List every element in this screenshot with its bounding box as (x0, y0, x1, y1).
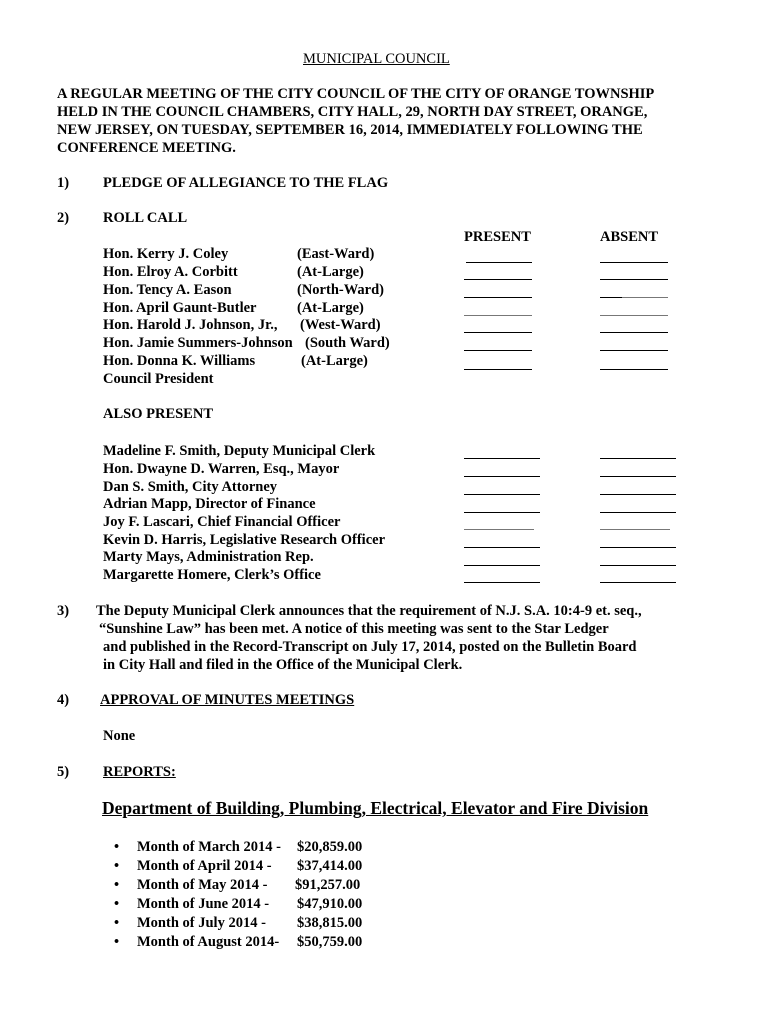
sunshine-text: “Sunshine Law” has been met. A notice of this meeting was sent to the Star Ledger (99, 621, 609, 637)
present-blank (466, 262, 532, 263)
absent-blank (600, 547, 676, 548)
department-title: Department of Building, Plumbing, Electrical, Elevator and Fire Division (102, 798, 649, 818)
present-blank (464, 512, 540, 513)
sunshine-text: and published in the Record-Transcript on July 17, 2014, posted on the Bulletin Board (103, 639, 637, 655)
absent-blank (622, 297, 668, 298)
present-blank (464, 332, 532, 333)
council-president-label: Council President (103, 371, 214, 387)
member-name: Hon. Tency A. Eason (103, 282, 232, 298)
member-ward: (At-Large) (297, 264, 364, 280)
absent-blank (600, 369, 668, 370)
official-name: Margarette Homere, Clerk’s Office (103, 567, 321, 583)
member-ward: (South Ward) (305, 335, 390, 351)
document-title: MUNICIPAL COUNCIL (303, 51, 450, 67)
present-blank (464, 350, 532, 351)
sunshine-text: The Deputy Municipal Clerk announces that the requirement of N.J. S.A. 10:4-9 et. seq., (96, 603, 642, 619)
bullet: • (114, 934, 120, 950)
official-name: Madeline F. Smith, Deputy Municipal Clerk (103, 443, 376, 459)
member-name: Hon. April Gaunt-Butler (103, 300, 257, 316)
official-name: Kevin D. Harris, Legislative Research Officer (103, 532, 386, 548)
bullet: • (114, 858, 120, 874)
present-blank (464, 547, 540, 548)
present-blank (464, 529, 534, 530)
report-amount: $37,414.00 (297, 858, 363, 874)
member-name: Hon. Jamie Summers-Johnson (103, 335, 293, 351)
absent-blank (600, 458, 676, 459)
report-month: Month of June 2014 - (137, 896, 270, 912)
present-blank (464, 369, 532, 370)
official-name: Hon. Dwayne D. Warren, Esq., Mayor (103, 461, 340, 477)
report-month: Month of April 2014 - (137, 858, 272, 874)
official-name: Dan S. Smith, City Attorney (103, 479, 278, 495)
absent-blank (600, 565, 676, 566)
intro-line: CONFERENCE MEETING. (57, 140, 236, 156)
report-amount: $47,910.00 (297, 896, 363, 912)
item-number: 1) (57, 175, 70, 191)
pledge-label: PLEDGE OF ALLEGIANCE TO THE FLAG (103, 175, 389, 191)
report-month: Month of July 2014 - (137, 915, 266, 931)
absent-blank (600, 279, 668, 280)
member-name: Hon. Elroy A. Corbitt (103, 264, 238, 280)
absent-blank (600, 512, 676, 513)
also-present-label: ALSO PRESENT (103, 406, 213, 422)
sunshine-text: in City Hall and filed in the Office of the Municipal Clerk. (103, 657, 463, 673)
minutes-value: None (103, 728, 136, 744)
bullet: • (114, 877, 120, 893)
present-blank (464, 476, 540, 477)
official-name: Marty Mays, Administration Rep. (103, 549, 314, 565)
roll-call-label: ROLL CALL (103, 210, 188, 226)
bullet: • (114, 896, 120, 912)
item-number: 5) (57, 764, 70, 780)
reports-label: REPORTS: (103, 764, 176, 780)
minutes-label: APPROVAL OF MINUTES MEETINGS (100, 692, 355, 708)
present-blank (464, 565, 540, 566)
report-amount: $20,859.00 (297, 839, 363, 855)
report-amount: $50,759.00 (297, 934, 363, 950)
item-number: 4) (57, 692, 70, 708)
absent-blank (600, 332, 668, 333)
report-month: Month of March 2014 - (137, 839, 281, 855)
official-name: Adrian Mapp, Director of Finance (103, 496, 316, 512)
absent-blank (600, 262, 668, 263)
member-ward: (East-Ward) (297, 246, 375, 262)
absent-blank (600, 529, 670, 530)
report-month: Month of August 2014- (137, 934, 280, 950)
item-number: 2) (57, 210, 70, 226)
present-blank (464, 582, 540, 583)
present-blank (464, 494, 540, 495)
absent-blank (600, 297, 622, 298)
present-blank (464, 315, 532, 316)
absent-header: ABSENT (600, 229, 659, 245)
member-name: Hon. Donna K. Williams (103, 353, 256, 369)
report-month: Month of May 2014 - (137, 877, 268, 893)
present-header: PRESENT (464, 229, 531, 245)
present-blank (464, 279, 532, 280)
absent-blank (600, 315, 668, 316)
member-ward: (At-Large) (297, 300, 364, 316)
present-blank (464, 458, 540, 459)
member-ward: (At-Large) (301, 353, 368, 369)
intro-line: A REGULAR MEETING OF THE CITY COUNCIL OF THE CITY OF ORANGE TOWNSHIP (57, 86, 655, 102)
item-number: 3) (57, 603, 70, 619)
report-amount: $91,257.00 (295, 877, 361, 893)
absent-blank (600, 476, 676, 477)
present-blank (464, 297, 532, 298)
bullet: • (114, 839, 120, 855)
absent-blank (600, 494, 676, 495)
member-ward: (North-Ward) (297, 282, 384, 298)
absent-blank (600, 350, 668, 351)
member-name: Hon. Kerry J. Coley (103, 246, 229, 262)
member-ward: (West-Ward) (300, 317, 381, 333)
absent-blank (600, 582, 676, 583)
intro-line: NEW JERSEY, ON TUESDAY, SEPTEMBER 16, 2014, IMMEDIATELY FOLLOWING THE (57, 122, 643, 138)
intro-line: HELD IN THE COUNCIL CHAMBERS, CITY HALL, 29, NORTH DAY STREET, ORANGE, (57, 104, 648, 120)
bullet: • (114, 915, 120, 931)
report-amount: $38,815.00 (297, 915, 363, 931)
official-name: Joy F. Lascari, Chief Financial Officer (103, 514, 341, 530)
member-name: Hon. Harold J. Johnson, Jr., (103, 317, 278, 333)
